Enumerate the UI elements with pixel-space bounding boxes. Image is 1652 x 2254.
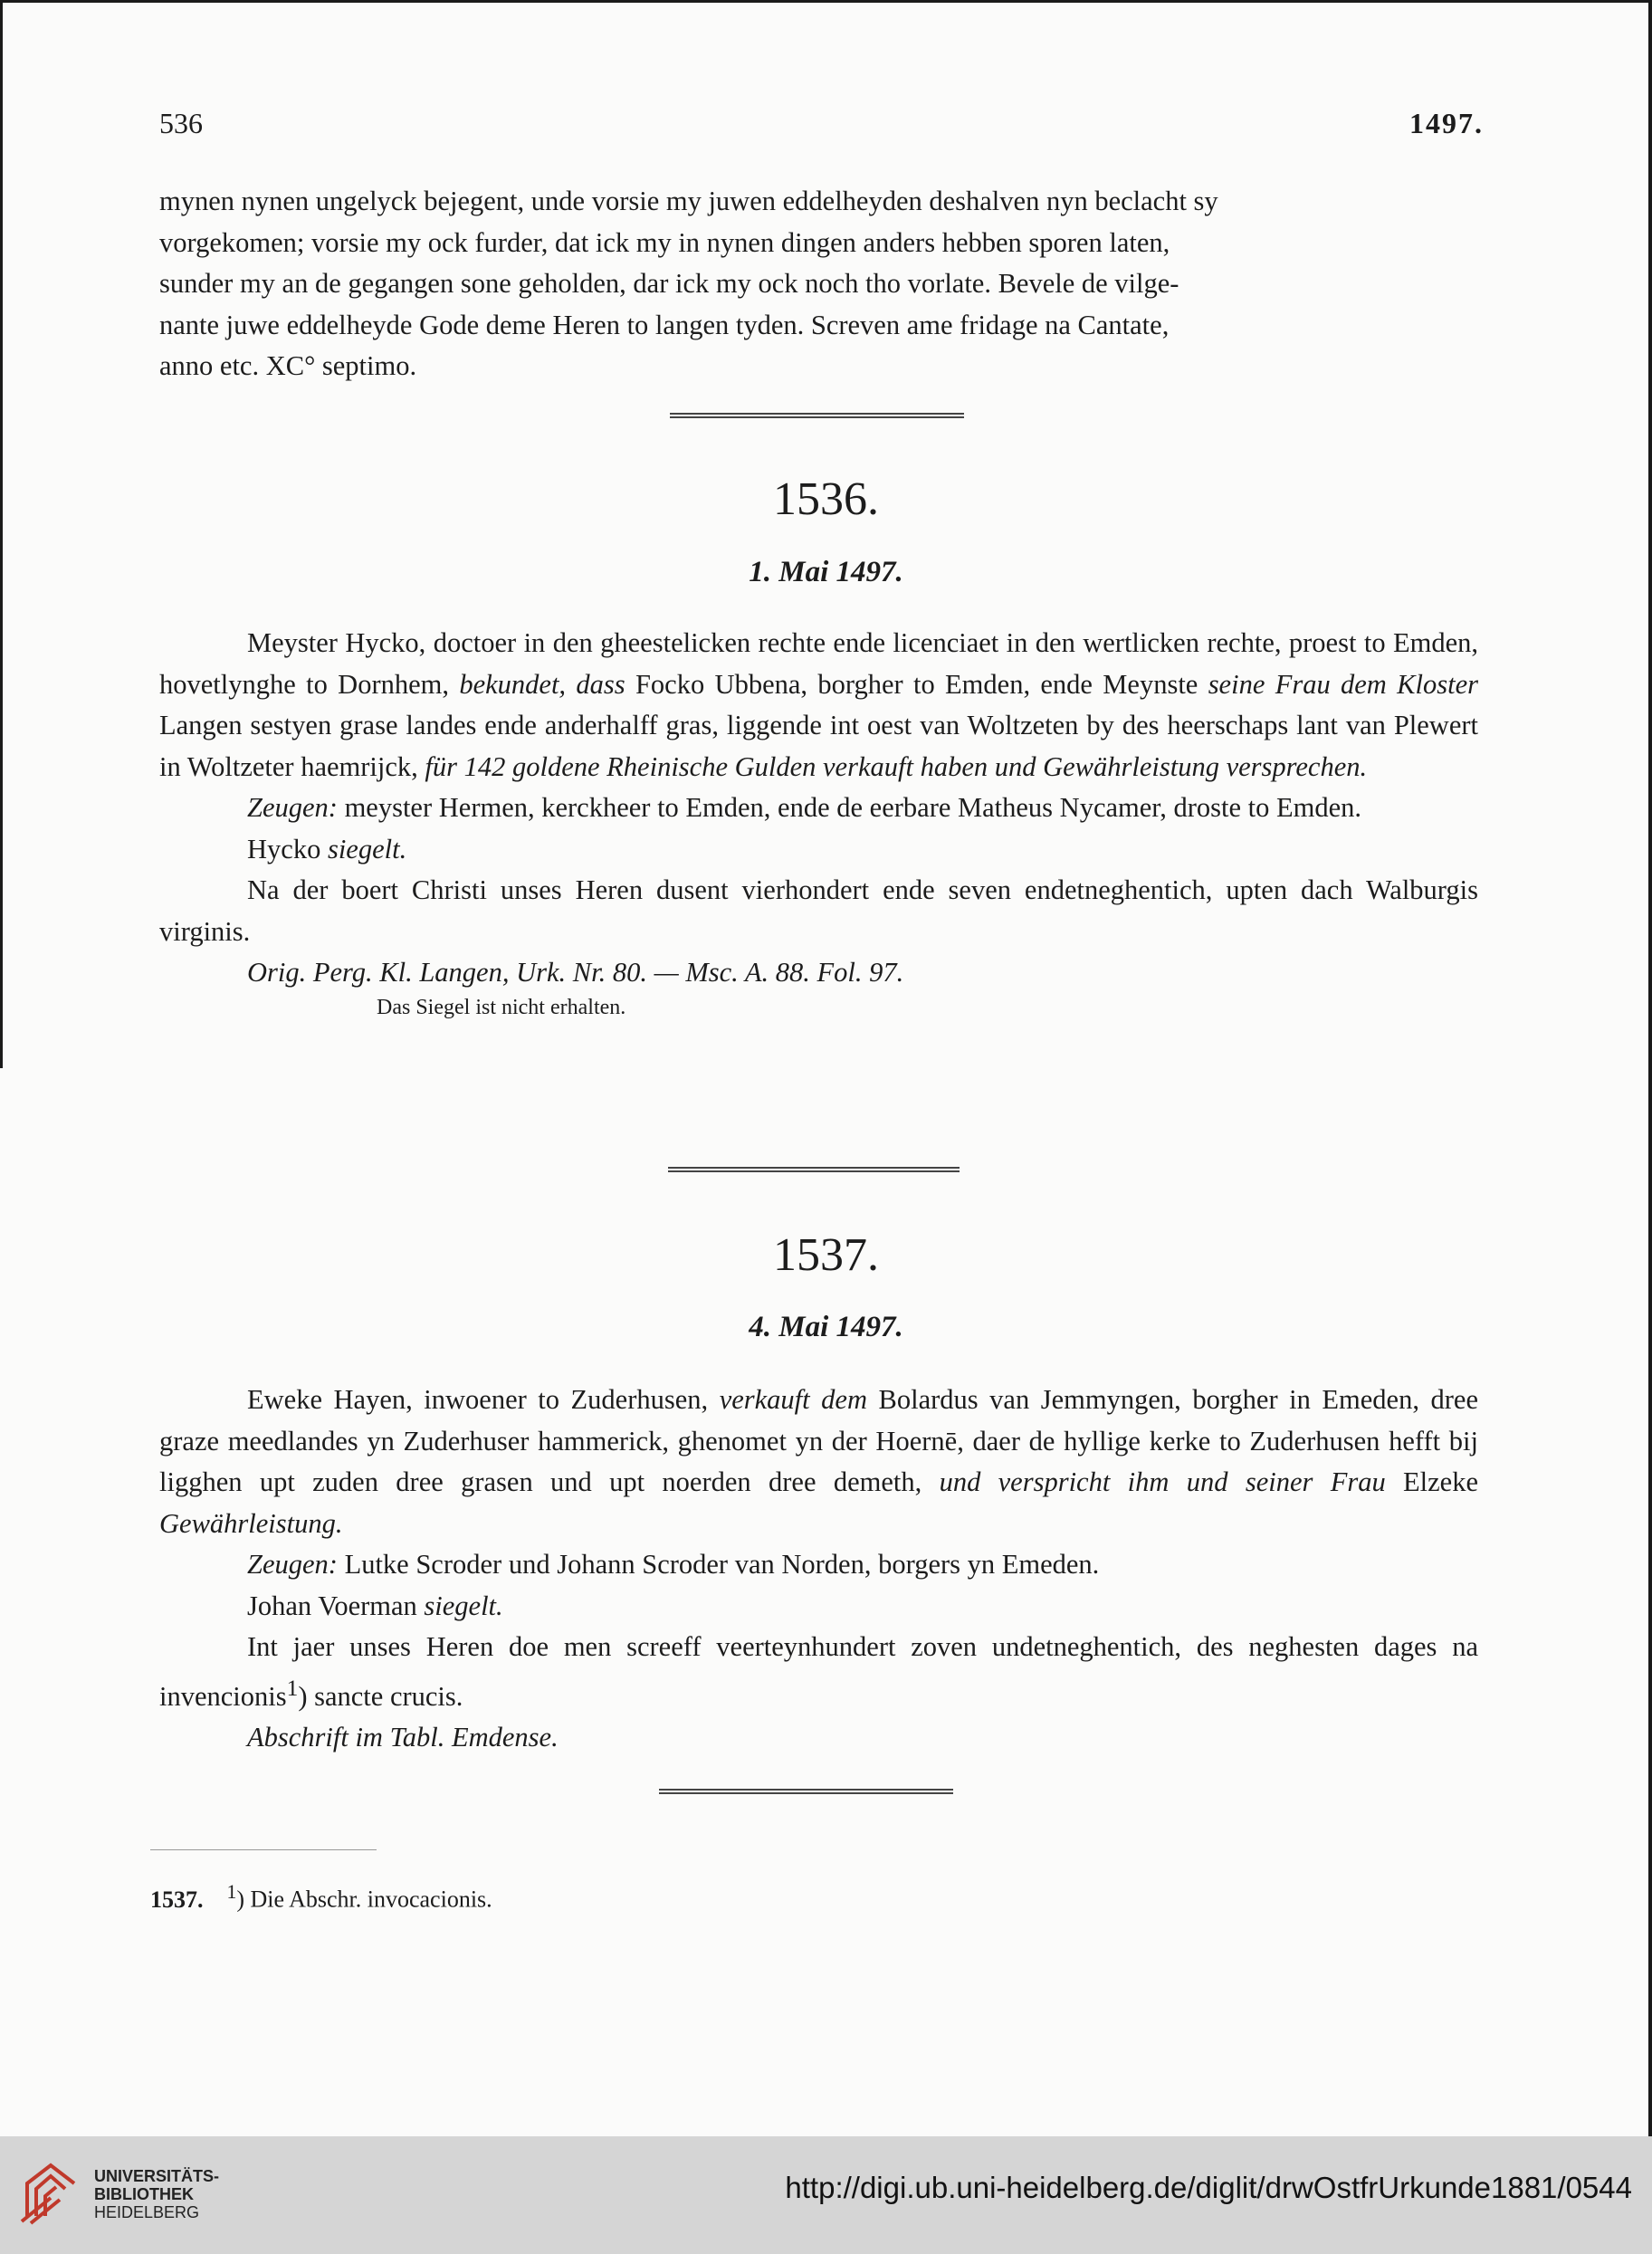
- footnote: [150, 1881, 492, 1914]
- regest-text: Focko Ubbena, borgher to Emden, ende Meynste: [625, 668, 1208, 700]
- library-name-line: BIBLIOTHEK: [94, 2185, 194, 2203]
- text-line: nante juwe eddelheyde Gode deme Heren to langen tyden. Screven ame fridage na Cantate,: [159, 309, 1170, 340]
- dating-text: ) sancte crucis.: [298, 1680, 463, 1712]
- regest-italic: Gewährleistung.: [159, 1507, 343, 1539]
- dating-text: Int jaer unses Heren doe men screeff veerteynhundert zoven undetneghentich, des neghesten dages na invencionis: [159, 1631, 1478, 1712]
- viewer-footer-bar: [0, 2136, 1652, 2254]
- document-number: 1536.: [773, 473, 879, 525]
- seal-paragraph: [159, 829, 1478, 871]
- footnote-sup: 1: [226, 1881, 237, 1903]
- regest-text: Meyster Hycko, doctoer in den gheestelicken rechte ende licenciaet in den wertlicken rechte, proest to Emden, hovetlynghe to Dornhem,: [159, 627, 1478, 700]
- library-name: [94, 2167, 219, 2221]
- regest-italic: bekundet, dass: [459, 668, 625, 700]
- witnesses-text: meyster Hermen, kerckheer to Emden, ende de eerbare Matheus Nycamer, droste to Emden.: [337, 792, 1361, 823]
- source-reference: Abschrift im Tabl. Emdense.: [247, 1722, 559, 1753]
- permalink-url[interactable]: http://digi.ub.uni-heidelberg.de/diglit/drwOstfrUrkunde1881/0544: [785, 2171, 1632, 2204]
- text-line: vorgekomen; vorsie my ock furder, dat ick my in nynen dingen anders hebben sporen laten,: [159, 226, 1170, 258]
- seal-paragraph: [159, 1586, 1478, 1628]
- regest-paragraph: [159, 623, 1478, 788]
- footnote-marker: 1: [286, 1675, 299, 1701]
- running-year: 1497.: [1409, 107, 1484, 139]
- witnesses-text: Lutke Scroder und Johann Scroder van Norden, borgers yn Emeden.: [337, 1549, 1100, 1580]
- section-divider: [670, 413, 964, 418]
- regest-text: Bolardus van Jemmyngen, borgher in Emeden, dree graze meedlandes yn Zuderhuser hammerick, ghenomet yn der Hoernē, daer de hyllige kerke to Zuderhusen hefft bij ligghen upt zuden dree grasen und upt noerden dree demeth,: [159, 1384, 1478, 1497]
- document-1536: [159, 623, 1478, 1021]
- seal-verb: siegelt.: [424, 1590, 503, 1621]
- document-1537: [159, 1380, 1478, 1759]
- regest-text: Elzeke: [1385, 1466, 1479, 1497]
- footnote-text: ) Die Abschr. invocacionis.: [236, 1886, 492, 1913]
- sealer-name: Hycko: [247, 833, 328, 864]
- document-date: 1. Mai 1497.: [749, 556, 903, 588]
- scan-edge-left: [0, 0, 3, 1068]
- witnesses-label: Zeugen:: [247, 792, 338, 823]
- library-name-line: UNIVERSITÄTS-: [94, 2167, 220, 2185]
- text-line: sunder my an de gegangen sone geholden, dar ick my ock noch tho vorlate. Bevele de vilge-: [159, 268, 1179, 299]
- section-divider: [659, 1789, 953, 1794]
- witnesses-paragraph: [159, 788, 1478, 829]
- dating-paragraph: Na der boert Christi unses Heren dusent vierhondert ende seven endetneghentich, upten dach Walburgis virginis.: [159, 874, 1478, 947]
- section-divider: [668, 1167, 960, 1172]
- seal-verb: siegelt.: [327, 833, 407, 864]
- witnesses-paragraph: [159, 1544, 1478, 1586]
- regest-italic: für 142 goldene Rheinische Gulden verkauft haben und Gewährleistung versprechen.: [425, 750, 1368, 782]
- regest-italic: seine Frau dem Kloster: [1208, 668, 1478, 700]
- text-line: anno etc. XC° septimo.: [159, 350, 417, 381]
- document-number: 1537.: [773, 1229, 879, 1281]
- regest-italic: und verspricht ihm und seiner Frau: [939, 1466, 1386, 1497]
- footnote-rule: [150, 1849, 377, 1850]
- dating-paragraph: [159, 1627, 1478, 1717]
- sealer-name: Johan Voerman: [247, 1590, 425, 1621]
- witnesses-label: Zeugen:: [247, 1549, 338, 1580]
- footnote-ref: 1537.: [150, 1886, 204, 1913]
- page-number: 536: [159, 107, 203, 139]
- regest-paragraph: [159, 1380, 1478, 1544]
- source-reference: Orig. Perg. Kl. Langen, Urk. Nr. 80. — Msc. A. 88. Fol. 97.: [247, 957, 904, 988]
- library-name-line: HEIDELBERG: [94, 2203, 200, 2221]
- document-date: 4. Mai 1497.: [749, 1311, 903, 1343]
- regest-text: Langen sestyen grase landes ende anderhalff gras, liggende int oest van Woltzeten by des heerschaps lant van Plewert in Woltzeter haemrijck,: [159, 710, 1478, 782]
- regest-text: Eweke Hayen, inwoener to Zuderhusen,: [247, 1384, 720, 1415]
- scan-edge-right: [1648, 0, 1652, 2136]
- text-line: mynen nynen ungelyck bejegent, unde vorsie my juwen eddelheyden deshalven nyn beclacht sy: [159, 186, 1218, 216]
- scan-edge-top: [0, 0, 1652, 3]
- library-logo-icon: [14, 2156, 87, 2229]
- seal-note: Das Siegel ist nicht erhalten.: [377, 995, 626, 1019]
- continued-text: [159, 181, 1478, 387]
- regest-italic: verkauft dem: [719, 1384, 867, 1415]
